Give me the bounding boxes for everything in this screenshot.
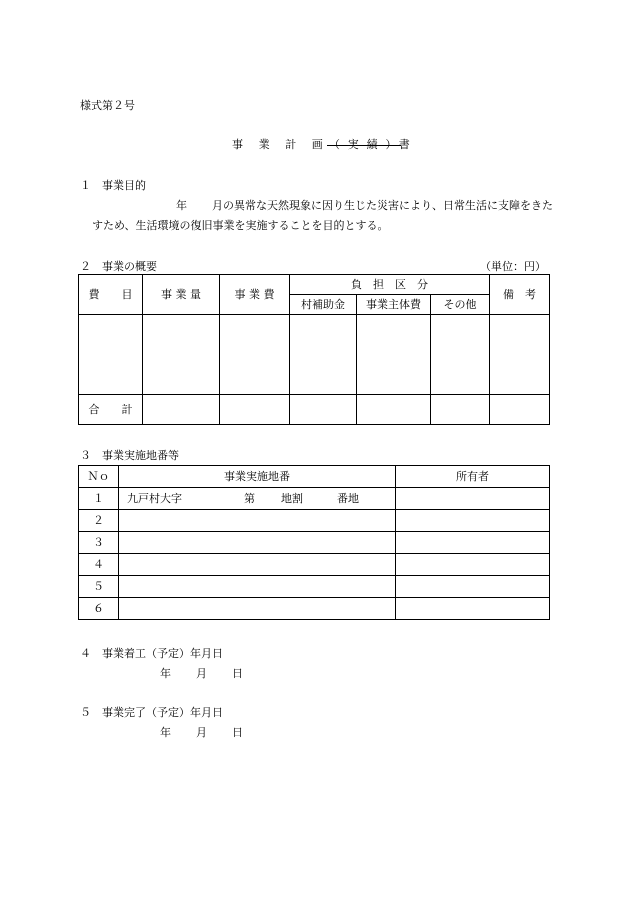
header-biko: 備 考: [490, 275, 550, 315]
section2-heading: ２ 事業の概要: [80, 260, 157, 273]
header-shutai: 事業主体費: [357, 295, 431, 315]
row-no: ３: [79, 532, 119, 554]
table-row: [79, 554, 550, 576]
section5-heading: ５ 事業完了（予定）年月日: [80, 706, 223, 719]
owner-cell[interactable]: [396, 532, 550, 554]
purpose-line1: 月の異常な天然現象に因り生じた災害により、日常生活に支障をきた: [212, 199, 553, 212]
row-no: ４: [79, 554, 119, 576]
row-no: ６: [79, 598, 119, 620]
title-struck: （ 実 績 ）: [328, 138, 399, 151]
title-suffix: 書: [398, 138, 410, 151]
parcel-cell[interactable]: [119, 532, 396, 554]
purpose-year: 年: [176, 199, 187, 212]
unit-label: （単位：円）: [480, 260, 546, 273]
table-row: [79, 576, 550, 598]
start-month: 月: [196, 667, 207, 680]
parcel-banchi: 番地: [337, 492, 359, 505]
end-day: 日: [232, 726, 243, 739]
row-no: ５: [79, 576, 119, 598]
start-year: 年: [160, 667, 171, 680]
owner-cell[interactable]: [396, 488, 550, 510]
header-jigyoryo: 事 業 量: [143, 275, 220, 315]
section3-heading: ３ 事業実施地番等: [80, 449, 179, 462]
document-title: [232, 139, 410, 150]
parcel-cell[interactable]: [119, 576, 396, 598]
owner-cell[interactable]: [396, 576, 550, 598]
owner-cell[interactable]: [396, 510, 550, 532]
header-himoku: 費 目: [79, 275, 143, 315]
total-label: 合 計: [79, 395, 143, 425]
parcel-dai: 第: [244, 492, 255, 505]
total-row: [79, 395, 550, 425]
purpose-line2: すため、生活環境の復旧事業を実施することを目的とする。: [92, 219, 389, 232]
parcel-cell[interactable]: [119, 598, 396, 620]
parcel-cell[interactable]: [119, 488, 396, 510]
end-year: 年: [160, 726, 171, 739]
row-no: １: [79, 488, 119, 510]
table-row: [79, 598, 550, 620]
header-sonbu: 村補助金: [290, 295, 357, 315]
section1-heading: １ 事業目的: [80, 179, 146, 192]
title-main: 事 業 計 画: [232, 138, 329, 151]
row-no: ２: [79, 510, 119, 532]
header-no: Ｎｏ: [79, 466, 119, 488]
owner-cell[interactable]: [396, 598, 550, 620]
parcel-cell[interactable]: [119, 510, 396, 532]
header-jigyohi: 事 業 費: [220, 275, 290, 315]
summary-table: [78, 274, 550, 425]
header-sonota: その他: [431, 295, 490, 315]
table-row: [79, 315, 550, 395]
header-futan: 負 担 区 分: [290, 275, 490, 295]
form-number: 様式第２号: [80, 99, 135, 112]
parcel-cell[interactable]: [119, 554, 396, 576]
parcel-table: [78, 465, 550, 620]
owner-cell[interactable]: [396, 554, 550, 576]
parcel-oaza: 九戸村大字: [127, 492, 182, 505]
header-owner: 所有者: [396, 466, 550, 488]
end-month: 月: [196, 726, 207, 739]
parcel-chiwari: 地割: [281, 492, 303, 505]
section4-heading: ４ 事業着工（予定）年月日: [80, 647, 223, 660]
table-row: [79, 532, 550, 554]
header-chiban: 事業実施地番: [119, 466, 396, 488]
table-row: [79, 488, 550, 510]
start-day: 日: [232, 667, 243, 680]
table-row: [79, 510, 550, 532]
